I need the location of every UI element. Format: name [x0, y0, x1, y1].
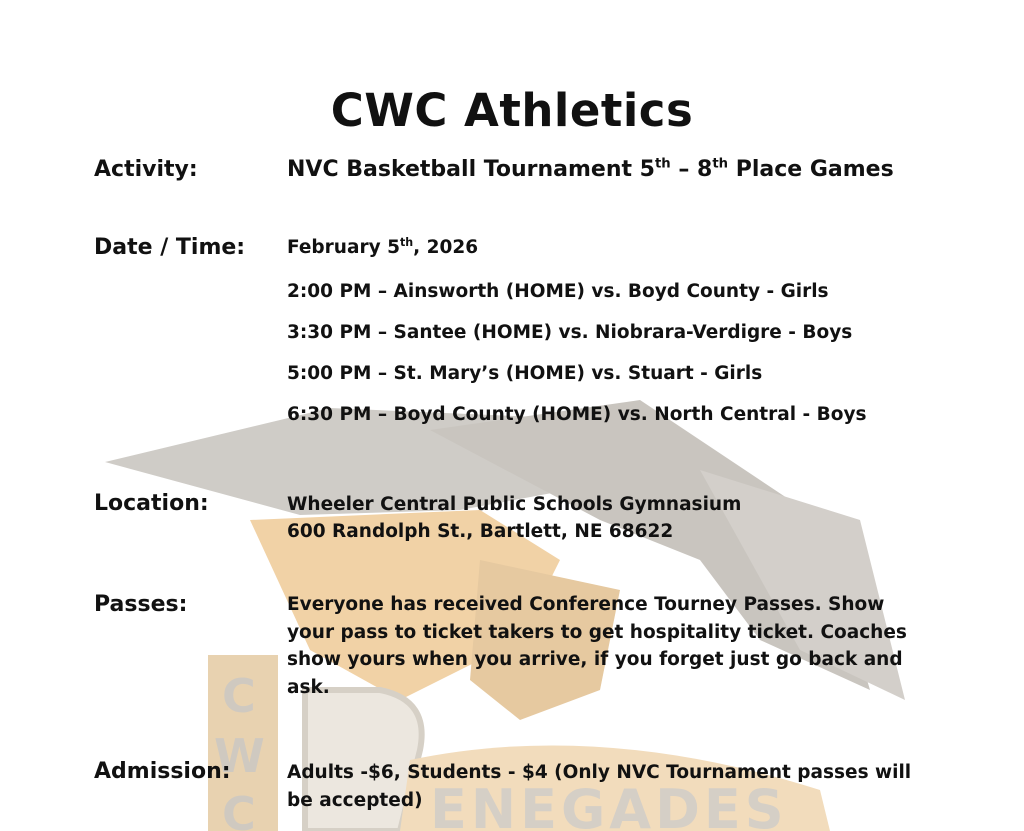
- admission-label: Admission:: [94, 759, 231, 784]
- admission-text: Adults -$6, Students - $4 (Only NVC Tournament passes will be accepted): [287, 762, 912, 811]
- event-date-part1: February 5: [287, 237, 400, 258]
- passes-text: Everyone has received Conference Tourney Passes. Show your pass to ticket takers to get hospitality ticket. Coaches show yours when you arrive, if you forget just go back and ask.: [287, 594, 907, 698]
- game-item: 2:00 PM – Ainsworth (HOME) vs. Boyd County - Girls: [287, 281, 829, 302]
- watermark-cwc-w: W: [214, 729, 265, 783]
- watermark-cwc-c2: C: [222, 787, 256, 831]
- watermark-cwc-c1: C: [222, 669, 256, 723]
- activity-text-part3: Place Games: [728, 157, 894, 182]
- game-item: 6:30 PM – Boyd County (HOME) vs. North Central - Boys: [287, 404, 867, 425]
- date-time-label: Date / Time:: [94, 235, 246, 260]
- activity-sup-1: th: [654, 156, 671, 172]
- game-item: 3:30 PM – Santee (HOME) vs. Niobrara-Verdigre - Boys: [287, 322, 853, 343]
- game-item: 5:00 PM – St. Mary’s (HOME) vs. Stuart - Girls: [287, 363, 763, 384]
- page-title: CWC Athletics: [330, 84, 694, 137]
- location-venue: Wheeler Central Public Schools Gymnasium: [287, 494, 742, 515]
- activity-value: [287, 157, 894, 182]
- event-date: [287, 237, 478, 258]
- location-address: 600 Randolph St., Bartlett, NE 68622: [287, 521, 674, 542]
- activity-label: Activity:: [94, 157, 198, 182]
- event-date-sup: th: [399, 235, 414, 249]
- watermark-renegades-text: ENEGADES: [430, 778, 788, 831]
- activity-sup-2: th: [712, 156, 729, 172]
- passes-label: Passes:: [94, 592, 188, 617]
- activity-text-part2: – 8: [670, 157, 713, 182]
- event-date-part2: , 2026: [413, 237, 479, 258]
- activity-text-part1: NVC Basketball Tournament 5: [287, 157, 655, 182]
- location-label: Location:: [94, 491, 209, 516]
